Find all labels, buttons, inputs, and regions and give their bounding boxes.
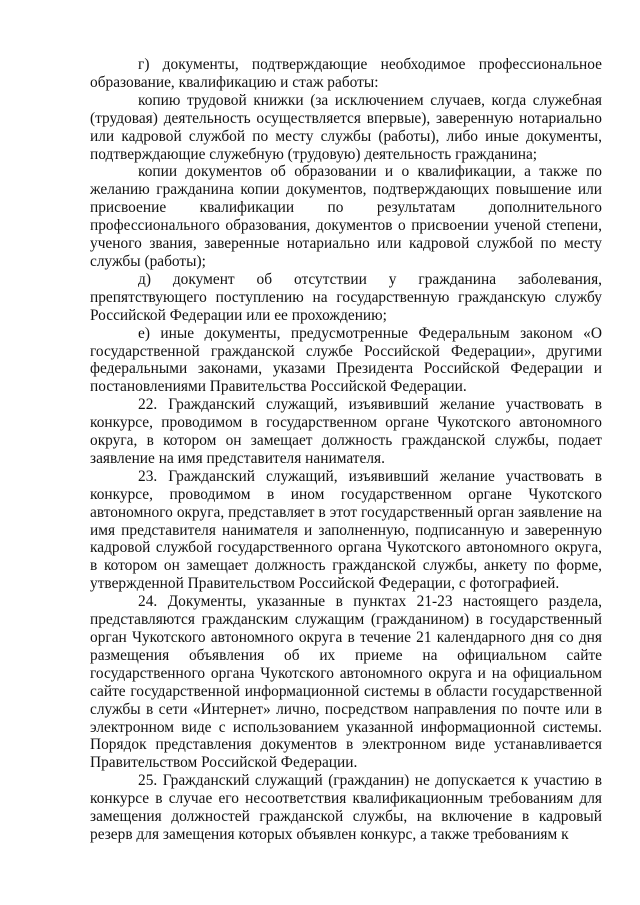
paragraph-item-24: 24. Документы, указанные в пунктах 21-23 настоящего раздела, представляются гражданским служащим (гражданином) в государственный орган Чукотского автономного округа в течение 21 календарного дня со дня размещения объявления об их приеме на официальном сайте государственного органа Чукотского автономного округа и на официальном сайте государственной информационной системы в области государственной службы в сети «Интернет» лично, посредством направления по почте или в электронном виде с использованием указанной информационной системы. Порядок представления документов в электронном виде устанавливается Правительством Российской Федерации. bbox=[90, 593, 602, 772]
document-page bbox=[90, 56, 602, 844]
paragraph-work-book-copy: копию трудовой книжки (за исключением случаев, когда служебная (трудовая) деятельность осуществляется впервые), заверенную нотариально или кадровой службой по месту службы (работы), либо иные документы, подтверждающие служебную (трудовую) деятельность гражданина; bbox=[90, 91, 602, 163]
paragraph-medical-document: д) документ об отсутствии у гражданина заболевания, препятствующего поступлению на государственную гражданскую службу Российской Федерации или ее прохождению; bbox=[90, 270, 602, 324]
paragraph-education-copies: копии документов об образовании и о квалификации, а также по желанию гражданина копии документов, подтверждающих повышение или присвоение квалификации по результатам дополнительного профессионального образования, документов о присвоении ученой степени, ученого звания, заверенные нотариально или кадровой службой по месту службы (работы); bbox=[90, 163, 602, 270]
paragraph-docs-education: г) документы, подтверждающие необходимое профессиональное образование, квалификацию и стаж работы: bbox=[90, 56, 602, 91]
paragraph-other-documents: е) иные документы, предусмотренные Федеральным законом «О государственной гражданской службе Российской Федерации», другими федеральными законами, указами Президента Российской Федерации и постановлениями Правительства Российской Федерации. bbox=[90, 324, 602, 396]
paragraph-item-22: 22. Гражданский служащий, изъявивший желание участвовать в конкурсе, проводимом в государственном органе Чукотского автономного округа, в котором он замещает должность гражданской службы, подает заявление на имя представителя нанимателя. bbox=[90, 396, 602, 467]
paragraph-item-25: 25. Гражданский служащий (гражданин) не допускается к участию в конкурсе в случае его несоответствия квалификационным требованиям для замещения должностей гражданской службы, на включение в кадровый резерв для замещения которых объявлен конкурс, а также требованиям к bbox=[90, 772, 602, 843]
paragraph-item-23: 23. Гражданский служащий, изъявивший желание участвовать в конкурсе, проводимом в ином государственном органе Чукотского автономного округа, представляет в этот государственный орган заявление на имя представителя нанимателя и заполненную, подписанную и заверенную кадровой службой государственного органа Чукотского автономного округа, в котором он замещает должность гражданской службы, анкету по форме, утвержденной Правительством Российской Федерации, с фотографией. bbox=[90, 467, 602, 593]
